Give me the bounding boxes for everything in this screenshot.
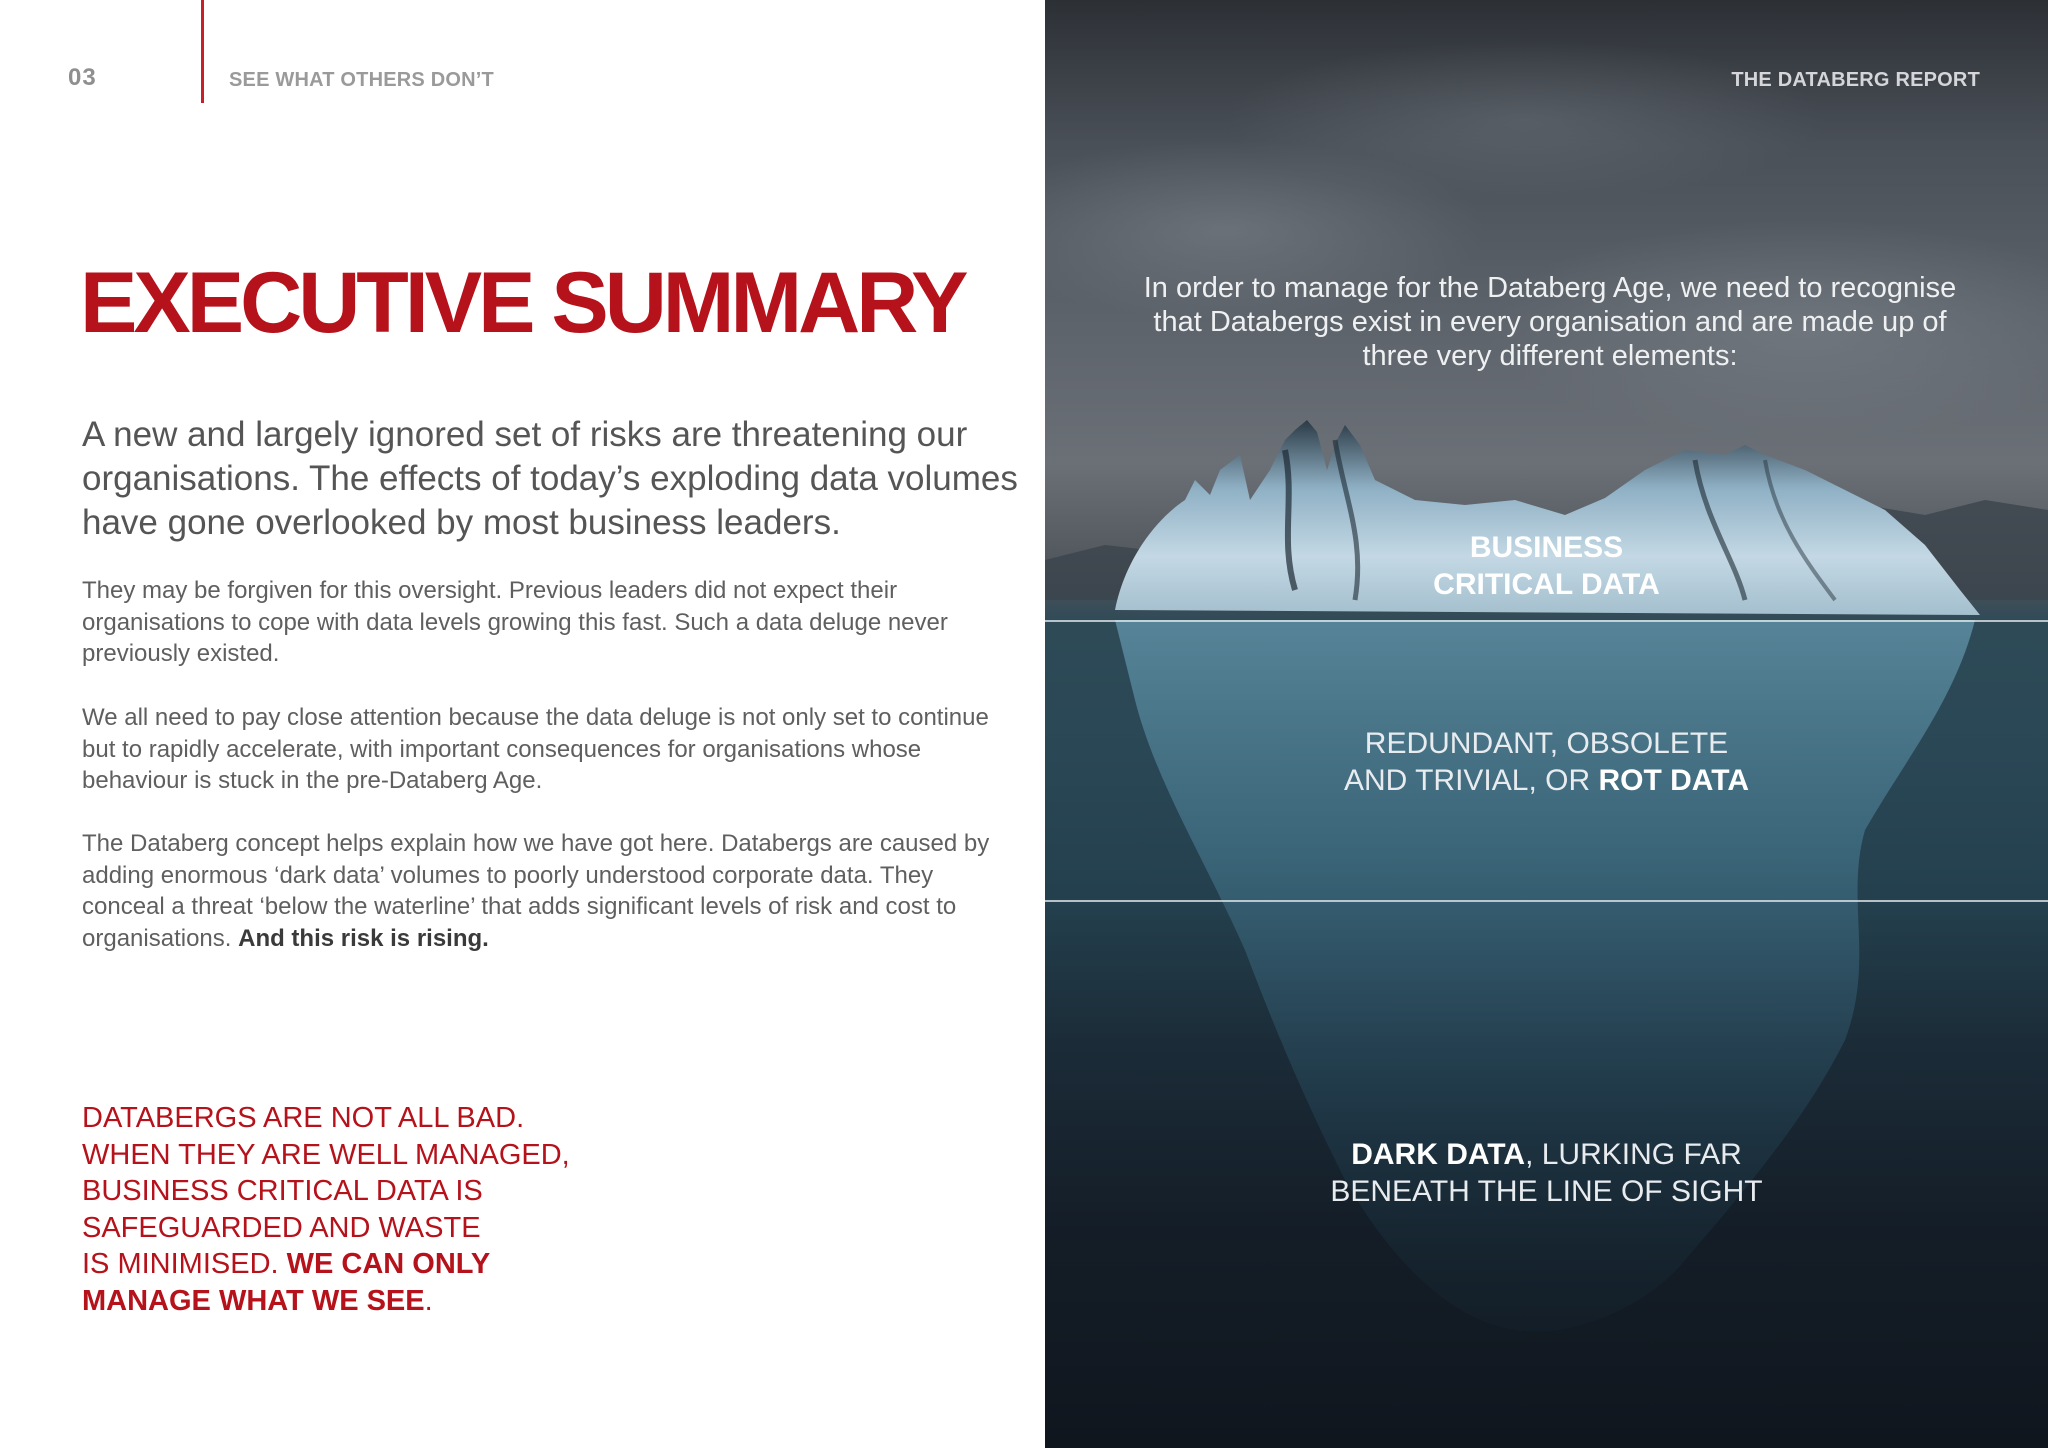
callout-line: WHEN THEY ARE WELL MANAGED,	[82, 1138, 570, 1171]
label-line: , LURKING FAR	[1525, 1138, 1742, 1171]
callout-emphasis: MANAGE WHAT WE SEE	[82, 1284, 425, 1317]
callout-period: .	[424, 1284, 433, 1317]
layer-divider	[1045, 900, 2048, 902]
label-line: REDUNDANT, OBSOLETE	[1364, 727, 1729, 760]
label-line: CRITICAL DATA	[1433, 568, 1660, 601]
callout-line: BUSINESS CRITICAL DATA IS	[82, 1175, 483, 1207]
callout-emphasis: WE CAN ONLY	[286, 1248, 491, 1280]
section-label: SEE WHAT OTHERS DON’T	[229, 69, 494, 91]
body-paragraph-3	[82, 828, 1022, 954]
label-dark-data	[1045, 1136, 2048, 1210]
callout-quote	[82, 1100, 642, 1319]
callout-line: IS MINIMISED.	[82, 1248, 287, 1280]
label-rot-data	[1045, 725, 2048, 799]
iceberg-intro: In order to manage for the Databerg Age, we need to recognise that Databergs exist in every organisation and are made up of three very different elements:	[1143, 272, 1957, 372]
lead-paragraph: A new and largely ignored set of risks are threatening our organisations. The effects of today’s exploding data volumes have gone overlooked by most business leaders.	[82, 415, 1018, 542]
body-paragraph-3-text: The Databerg concept helps explain how we have got here. Databergs are caused by adding enormous ‘dark data’ volumes to poorly understood corporate data. They conceal a threat ‘below the waterline’ that adds significant levels of risk and cost to organisations.	[82, 830, 990, 952]
label-business-critical-data	[1045, 529, 2048, 603]
report-title: THE DATABERG REPORT	[1731, 69, 1980, 91]
iceberg-image	[1045, 0, 2048, 1448]
body-paragraph-2: We all need to pay close attention because the data deluge is not only set to continue but to rapidly accelerate, with important consequences for organisations whose behaviour is stuck in the pre-Databerg Age.	[82, 704, 989, 794]
callout-line: DATABERGS ARE NOT ALL BAD.	[82, 1102, 525, 1134]
label-emphasis: DARK DATA	[1351, 1138, 1526, 1171]
page-title: EXECUTIVE SUMMARY	[80, 255, 965, 351]
body-paragraph-1: They may be forgiven for this oversight. Previous leaders did not expect their organisations to cope with data levels growing this fast. Such a data deluge never previously existed.	[82, 577, 948, 667]
header-divider	[201, 0, 204, 103]
page-number: 03	[68, 64, 97, 91]
label-line: AND TRIVIAL, OR	[1343, 764, 1599, 797]
waterline-divider	[1045, 620, 2048, 622]
label-line: BENEATH THE LINE OF SIGHT	[1330, 1175, 1763, 1208]
label-emphasis: ROT DATA	[1598, 764, 1750, 797]
cloud-shape	[1225, 40, 1825, 200]
body-paragraph-3-emphasis: And this risk is rising.	[238, 924, 489, 952]
iceberg-illustration	[1045, 0, 2048, 1448]
label-line: BUSINESS	[1469, 531, 1624, 564]
callout-line: SAFEGUARDED AND WASTE	[82, 1211, 481, 1244]
